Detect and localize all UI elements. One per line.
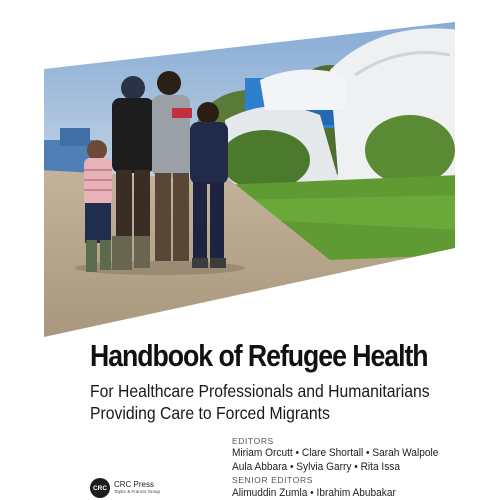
editors-names-line-1: Miriam Orcutt • Clare Shortall • Sarah Walpole	[232, 447, 439, 459]
senior-editors-names: Alimuddin Zumla • Ibrahim Abubakar	[232, 487, 396, 499]
subtitle-line-2: Providing Care to Forced Migrants	[90, 403, 330, 423]
book-subtitle	[90, 380, 430, 424]
publisher-name: CRC Press	[114, 480, 155, 490]
editors-names-line-2: Aula Abbara • Sylvia Garry • Rita Issa	[232, 461, 400, 473]
publisher-group: Taylor & Francis Group	[114, 489, 161, 495]
crc-press-logo-icon: CRC	[90, 478, 110, 498]
publisher-block	[90, 477, 160, 499]
subtitle-line-1: For Healthcare Professionals and Humanitarians	[90, 381, 430, 401]
editors-label: EDITORS	[232, 436, 274, 446]
senior-editors-label: SENIOR EDITORS	[232, 475, 313, 485]
book-title: Handbook of Refugee Health	[90, 338, 428, 373]
